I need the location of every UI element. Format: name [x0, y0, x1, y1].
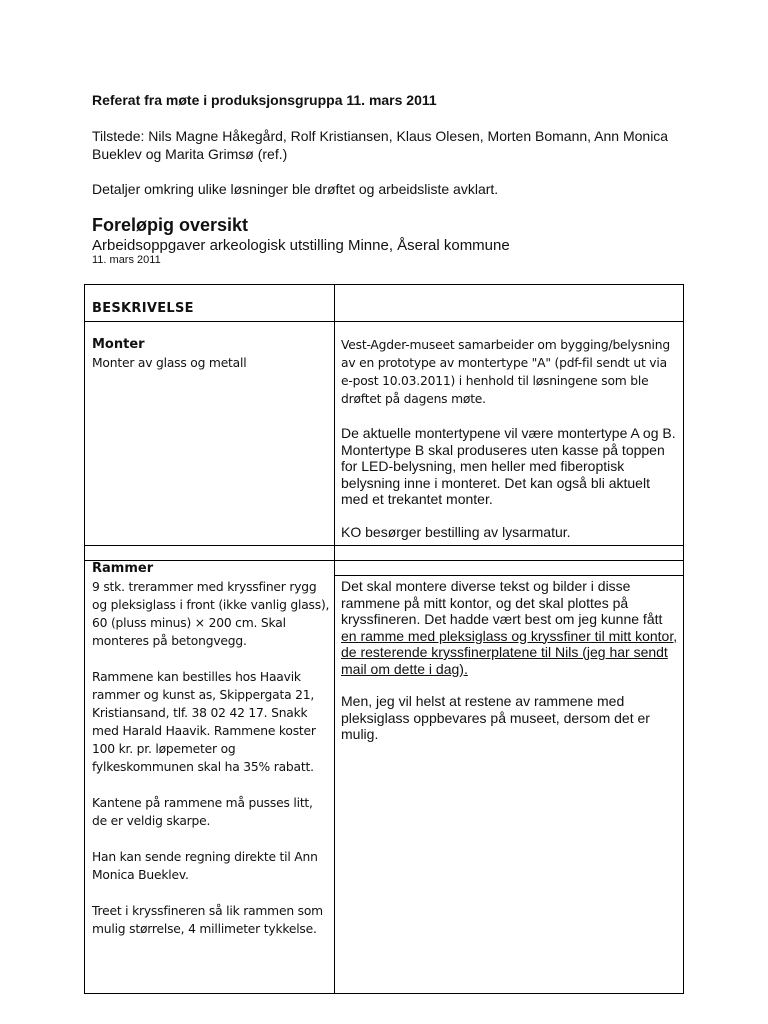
overview-subtitle: Arbeidsoppgaver arkeologisk utstilling Minne, Åseral kommune — [92, 237, 510, 254]
rammer-left-text-4: Han kan sende regning direkte til Ann Monica Bueklev. — [92, 850, 318, 882]
rammer-left-text-5: Treet i kryssfineren så lik rammen som mulig størrelse, 4 millimeter tykkelse. — [92, 904, 323, 936]
task-table — [84, 284, 684, 994]
overview-date: 11. mars 2011 — [92, 254, 161, 266]
monter-description: Monter av glass og metall — [92, 356, 247, 370]
overview-title: Foreløpig oversikt — [92, 215, 249, 235]
monter-note-2: De aktuelle montertypene vil være montertype A og B. Montertype B skal produseres uten kasse på toppen for LED-belysning, men heller med fiberoptisk belysning inne i monteret. Det kan også bli aktuelt med et trekantet monter. — [341, 425, 676, 507]
table-column-divider — [334, 284, 335, 994]
rammer-right-text-1 — [341, 578, 679, 677]
rammer-cell-right — [341, 578, 679, 743]
table-header-description: BESKRIVELSE — [92, 301, 194, 316]
table-row-divider — [84, 321, 684, 322]
monter-note-1: Vest-Agder-museet samarbeider om bygging/belysning av en prototype av montertype "A" (pdf-fil sendt ut via e-post 10.03.2011) i henhold til løsningene som ble drøftet på dagens møte. — [341, 338, 670, 406]
table-border-left — [84, 284, 85, 994]
attendees-line: Tilstede: Nils Magne Håkegård, Rolf Kristiansen, Klaus Olesen, Morten Bomann, Ann Monica Bueklev og Marita Grimsø (ref.) — [92, 128, 669, 162]
details-line: Detaljer omkring ulike løsninger ble drøftet og arbeidsliste avklart. — [92, 181, 499, 197]
table-border-bottom — [84, 993, 684, 994]
rammer-right-text-2: Men, jeg vil helst at restene av rammene med pleksiglass oppbevares på museet, dersom det er mulig. — [341, 693, 650, 742]
monter-note-3: KO besørger bestilling av lysarmatur. — [341, 523, 571, 540]
rammer-left-text-3: Kantene på rammene må pusses litt, de er veldig skarpe. — [92, 796, 313, 828]
table-row-divider — [84, 545, 684, 546]
rammer-cell-left — [92, 560, 330, 938]
table-border-top — [84, 284, 684, 285]
monter-label: Monter — [92, 337, 145, 352]
rammer-left-text-2: Rammene kan bestilles hos Haavik rammer og kunst as, Skippergata 21, Kristiansand, tlf. 38 02 42 17. Snakk med Harald Haavik. Rammene koster 100 kr. pr. løpemeter og fylkeskommunen skal ha 35% rabatt. — [92, 670, 316, 774]
rammer-right-underlined: en ramme med pleksiglass og kryssfiner til mitt kontor, de resterende kryssfinerplatene til Nils (jeg har sendt mail om dette i dag). — [341, 627, 678, 677]
rammer-right-plain: Det skal montere diverse tekst og bilder i disse rammene på mitt kontor, og det skal plottes på kryssfineren. Det hadde vært best om jeg kunne fått — [341, 578, 663, 627]
monter-cell-right — [341, 336, 679, 540]
monter-cell-left — [92, 336, 328, 372]
table-border-right — [683, 284, 684, 994]
table-row-divider — [334, 575, 684, 576]
rammer-left-text-1: 9 stk. trerammer med kryssfiner rygg og pleksiglass i front (ikke vanlig glass), 60 (pluss minus) × 200 cm. Skal monteres på betongvegg. — [92, 580, 330, 648]
meeting-title: Referat fra møte i produksjonsgruppa 11. mars 2011 — [92, 92, 437, 108]
rammer-label: Rammer — [92, 561, 154, 576]
